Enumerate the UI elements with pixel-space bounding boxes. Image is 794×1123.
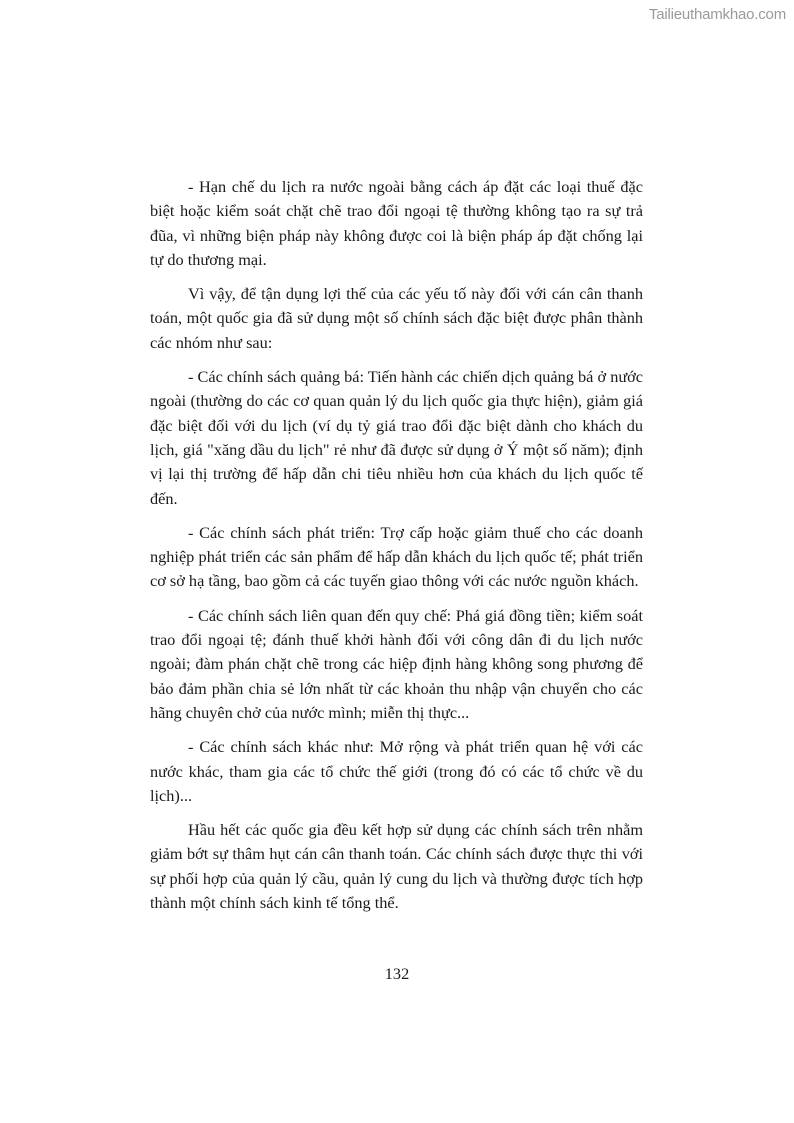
paragraph-regulatory-policies: - Các chính sách liên quan đến quy chế: Phá giá đồng tiền; kiểm soát trao đổi ngoại tệ; đánh thuế khởi hành đối với công dân đi du lịch nước ngoài; đàm phán chặt chẽ trong các hiệp định hàng không song phương để bảo đảm phần chia sẻ lớn nhất từ các khoản thu nhập vận chuyển cho các hãng chuyên chở của nước mình; miễn thị thực... (150, 605, 643, 722)
paragraph-policy-intro: Vì vậy, để tận dụng lợi thế của các yếu tố này đối với cán cân thanh toán, một quốc gia đã sử dụng một số chính sách đặc biệt được phân thành các nhóm như sau: (150, 284, 643, 352)
page-body (150, 175, 643, 925)
paragraph-development-policies: - Các chính sách phát triển: Trợ cấp hoặc giảm thuế cho các doanh nghiệp phát triển các sản phẩm để hấp dẫn khách du lịch quốc tế; phát triển cơ sở hạ tầng, bao gồm cả các tuyến giao thông với các nước nguồn khách. (150, 522, 643, 591)
paragraph-restrict-outbound-travel: - Hạn chế du lịch ra nước ngoài bằng cách áp đặt các loại thuế đặc biệt hoặc kiểm soát chặt chẽ trao đổi ngoại tệ thường không tạo ra sự trả đũa, vì những biện pháp này không được coi là biện pháp áp đặt chống lại tự do thương mại. (150, 177, 643, 269)
paragraph-promotion-policies: - Các chính sách quảng bá: Tiến hành các chiến dịch quảng bá ở nước ngoài (thường do các cơ quan quản lý du lịch quốc gia thực hiện), giảm giá đặc biệt đối với du lịch (ví dụ tỷ giá trao đổi đặc biệt dành cho khách du lịch, giá "xăng dầu du lịch" rẻ như đã được sử dụng ở Ý một số năm); định vị lại thị trường để hấp dẫn chi tiêu nhiều hơn của khách du lịch quốc tế đến. (150, 367, 643, 508)
watermark-text: Tailieuthamkhao.com (648, 6, 786, 23)
paragraph-other-policies: - Các chính sách khác như: Mở rộng và phát triển quan hệ với các nước khác, tham gia các tổ chức thế giới (trong đó có các tổ chức về du lịch)... (150, 737, 643, 805)
paragraph-conclusion: Hầu hết các quốc gia đều kết hợp sử dụng các chính sách trên nhằm giảm bớt sự thâm hụt cán cân thanh toán. Các chính sách được thực thi với sự phối hợp của quản lý cầu, quản lý cung du lịch và thường được tích hợp thành một chính sách kinh tế tổng thể. (150, 820, 643, 913)
page-number: 132 (384, 964, 410, 983)
